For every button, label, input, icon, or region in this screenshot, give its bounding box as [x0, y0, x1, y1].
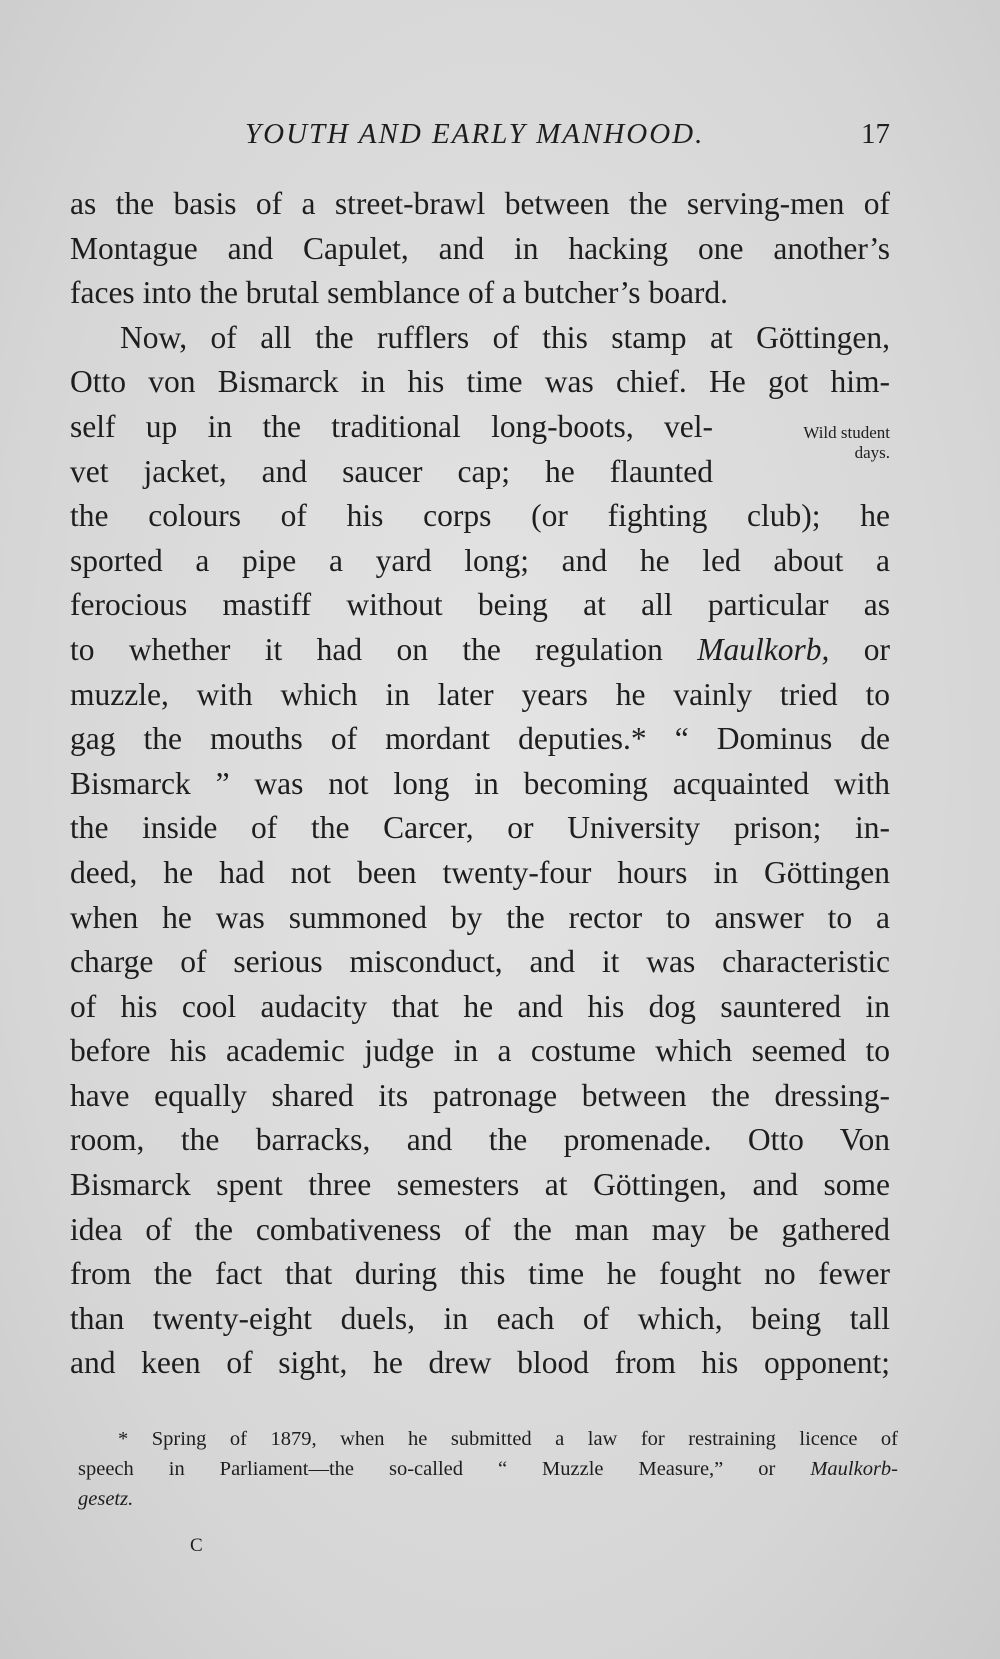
text-line: and keen of sight, he drew blood from his opponent;	[70, 1345, 890, 1381]
text-line-end: or	[863, 631, 890, 667]
text-line: when he was summoned by the rector to answer to a	[70, 899, 890, 935]
footnote	[78, 1424, 898, 1514]
text-line: the colours of his corps (or fighting club); he	[70, 498, 890, 534]
text-line: vet jacket, and saucer cap; he flaunted	[70, 453, 713, 489]
signature-mark: C	[190, 1535, 204, 1556]
footnote-italic: gesetz.	[78, 1488, 134, 1510]
body-text	[70, 182, 890, 1386]
text-line: ferocious mastiff without being at all particular as	[70, 587, 890, 623]
page-number: 17	[861, 118, 890, 150]
text-line: have equally shared its patronage between the dressing-	[70, 1077, 890, 1113]
text-line: than twenty-eight duels, in each of which, being tall	[70, 1300, 890, 1336]
text-line: room, the barracks, and the promenade. Otto Von	[70, 1122, 890, 1158]
text-line-with-italic	[70, 628, 890, 673]
marginal-note-line: days.	[854, 443, 890, 462]
footnote-italic: Maulkorb-	[810, 1458, 899, 1480]
footnote-line-start: speech in Parliament—the so-called “ Muzzle Measure,” or	[78, 1458, 776, 1480]
italic-term: Maulkorb,	[697, 631, 830, 667]
text-line: Otto von Bismarck in his time was chief. He got him-	[70, 364, 890, 400]
text-line: Now, of all the rufflers of this stamp at Göttingen,	[120, 319, 890, 355]
footnote-line	[78, 1484, 898, 1514]
text-line: faces into the brutal semblance of a butcher’s board.	[70, 275, 729, 311]
footnote-line	[78, 1454, 898, 1484]
text-line: deed, he had not been twenty-four hours in Göttingen	[70, 854, 890, 890]
footnote-line: * Spring of 1879, when he submitted a law for restraining licence of	[118, 1428, 898, 1450]
text-line: the inside of the Carcer, or University prison; in-	[70, 810, 890, 846]
text-line-start: to whether it had on the regulation	[70, 631, 663, 667]
running-head	[70, 118, 890, 158]
text-line: idea of the combativeness of the man may be gathered	[70, 1211, 890, 1247]
text-line: self up in the traditional long-boots, vel-	[70, 408, 713, 444]
text-line: of his cool audacity that he and his dog sauntered in	[70, 988, 890, 1024]
running-title: YOUTH AND EARLY MANHOOD.	[245, 118, 705, 150]
text-line: charge of serious misconduct, and it was characteristic	[70, 944, 890, 980]
text-line: before his academic judge in a costume which seemed to	[70, 1033, 890, 1069]
text-line: from the fact that during this time he fought no fewer	[70, 1256, 890, 1292]
text-line: sported a pipe a yard long; and he led about a	[70, 542, 890, 578]
marginal-note-line: Wild student	[803, 423, 890, 442]
text-line: Bismarck ” was not long in becoming acquainted with	[70, 765, 890, 801]
text-line: Montague and Capulet, and in hacking one another’s	[70, 230, 890, 266]
text-line: gag the mouths of mordant deputies.* “ Dominus de	[70, 721, 890, 757]
text-line: Bismarck spent three semesters at Göttingen, and some	[70, 1167, 890, 1203]
text-line: muzzle, with which in later years he vainly tried to	[70, 676, 890, 712]
marginal-note	[748, 423, 890, 463]
text-line: as the basis of a street-brawl between the serving-men of	[70, 186, 890, 221]
